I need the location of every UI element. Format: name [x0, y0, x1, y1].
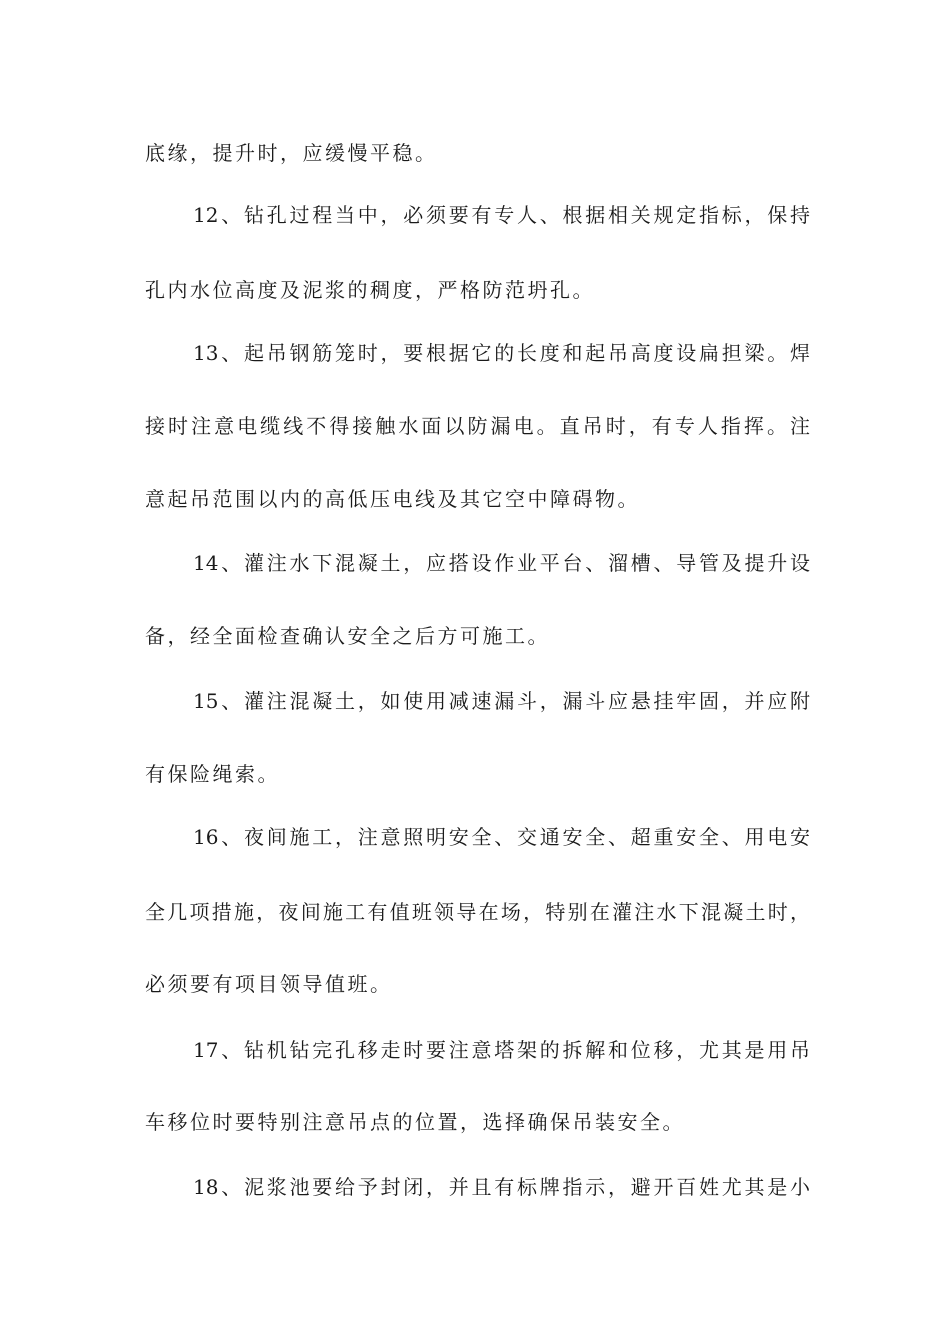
- item-14-line-2: 备，经全面检查确认安全之后方可施工。: [145, 624, 550, 648]
- item-18-line-1: 18、泥浆池要给予封闭，并且有标牌指示，避开百姓尤其是小: [193, 1175, 810, 1199]
- item-17-line-2: 车移位时要特别注意吊点的位置，选择确保吊装安全。: [145, 1110, 685, 1134]
- text-line-1: 底缘，提升时，应缓慢平稳。: [145, 141, 438, 165]
- item-15-line-1: 15、灌注混凝土，如使用减速漏斗，漏斗应悬挂牢固，并应附: [193, 689, 810, 713]
- item-17-line-1: 17、钻机钻完孔移走时要注意塔架的拆解和位移，尤其是用吊: [193, 1038, 810, 1062]
- item-16-line-3: 必须要有项目领导值班。: [145, 972, 393, 996]
- item-14-line-1: 14、灌注水下混凝土，应搭设作业平台、溜槽、导管及提升设: [193, 551, 810, 575]
- item-15-line-2: 有保险绳索。: [145, 762, 280, 786]
- item-13-line-1: 13、起吊钢筋笼时，要根据它的长度和起吊高度设扁担梁。焊: [193, 341, 810, 365]
- item-12-line-1: 12、钻孔过程当中，必须要有专人、根据相关规定指标，保持: [193, 203, 810, 227]
- item-16-line-2: 全几项措施，夜间施工有值班领导在场，特别在灌注水下混凝土时，: [145, 900, 810, 924]
- item-13-line-2: 接时注意电缆线不得接触水面以防漏电。直吊时，有专人指挥。注: [145, 414, 810, 438]
- item-13-line-3: 意起吊范围以内的高低压电线及其它空中障碍物。: [145, 487, 640, 511]
- item-16-line-1: 16、夜间施工，注意照明安全、交通安全、超重安全、用电安: [193, 825, 810, 849]
- item-12-line-2: 孔内水位高度及泥浆的稠度，严格防范坍孔。: [145, 278, 595, 302]
